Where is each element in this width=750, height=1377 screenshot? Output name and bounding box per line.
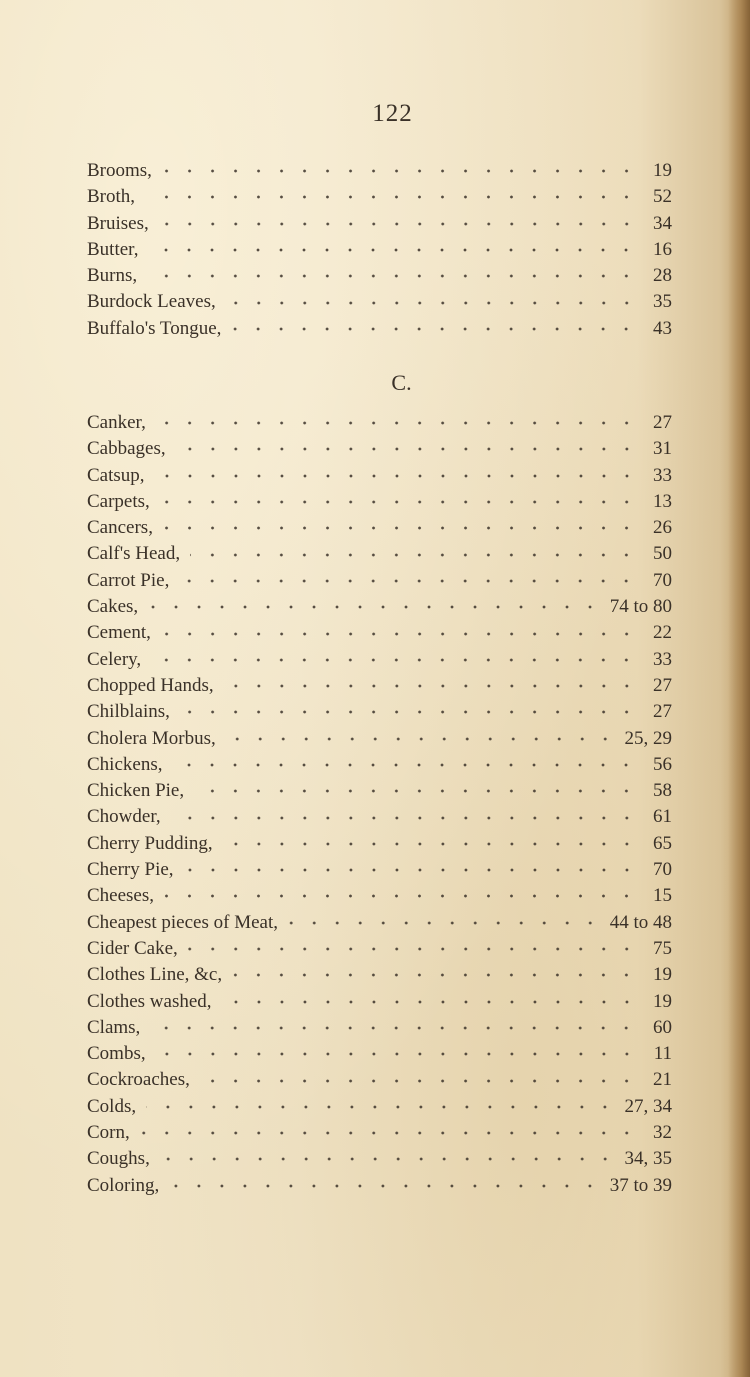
dot-leader xyxy=(200,1078,638,1084)
index-term: Cider Cake, xyxy=(87,937,178,959)
index-term: Cheeses, xyxy=(87,885,155,907)
page-edge-shadow xyxy=(728,0,750,1377)
dot-leader xyxy=(162,168,638,174)
page-reference: 19 xyxy=(653,990,672,1012)
index-term: Clothes washed, xyxy=(87,990,212,1012)
index-entry xyxy=(87,804,672,830)
index-term: Cockroaches, xyxy=(87,1069,190,1091)
index-term: Brooms, xyxy=(87,160,152,181)
dot-leader xyxy=(148,604,602,610)
index-term: Bruises, xyxy=(87,212,149,234)
dot-leader xyxy=(190,552,638,558)
index-term: Carrot Pie, xyxy=(87,569,170,591)
page-reference: 33 xyxy=(653,464,672,486)
index-term: Clams, xyxy=(87,1016,141,1038)
index-entry xyxy=(87,410,672,436)
page-reference: 13 xyxy=(653,490,672,512)
index-term: Chickens, xyxy=(87,753,163,775)
index-entry xyxy=(87,673,672,699)
dot-leader xyxy=(222,999,638,1005)
index-entry xyxy=(87,541,672,567)
index-entry xyxy=(87,184,672,210)
index-term: Coughs, xyxy=(87,1148,150,1170)
page-reference: 50 xyxy=(653,543,672,565)
page-reference: 31 xyxy=(653,438,672,460)
index-term: Cabbages, xyxy=(87,438,166,460)
index-entry xyxy=(87,237,672,263)
page-reference: 22 xyxy=(653,622,672,644)
index-term: Broth, xyxy=(87,186,136,208)
index-term: Chopped Hands, xyxy=(87,674,214,696)
index-term: Buffalo's Tongue, xyxy=(87,317,222,339)
page-reference: 25, 29 xyxy=(624,727,672,749)
page-reference: 19 xyxy=(653,160,672,181)
page-reference: 65 xyxy=(653,832,672,854)
page-reference: 74 to 80 xyxy=(609,596,672,618)
dot-leader xyxy=(151,657,638,663)
index-entry xyxy=(87,289,672,315)
dot-leader xyxy=(160,1156,617,1162)
index-entry xyxy=(87,263,672,289)
dot-leader xyxy=(232,972,638,978)
index-entry xyxy=(87,436,672,462)
page-reference: 60 xyxy=(653,1016,672,1038)
index-entry xyxy=(87,752,672,778)
index-term: Carpets, xyxy=(87,490,150,512)
index-term: Chicken Pie, xyxy=(87,780,185,802)
dot-leader xyxy=(169,1183,601,1189)
page-reference: 70 xyxy=(653,859,672,881)
dot-leader xyxy=(140,1130,638,1136)
index-term: Burdock Leaves, xyxy=(87,291,216,313)
page-reference: 34, 35 xyxy=(624,1148,672,1170)
dot-leader xyxy=(188,946,638,952)
page-reference: 16 xyxy=(653,238,672,260)
index-entry xyxy=(87,211,672,237)
index-entry xyxy=(87,1067,672,1093)
page-reference: 56 xyxy=(653,753,672,775)
index-entry xyxy=(87,989,672,1015)
index-entry xyxy=(87,620,672,646)
index-entry xyxy=(87,647,672,673)
index-term: Chilblains, xyxy=(87,701,170,723)
index-term: Corn, xyxy=(87,1122,130,1144)
page-reference: 15 xyxy=(653,885,672,907)
page-reference: 58 xyxy=(653,780,672,802)
dot-leader xyxy=(164,893,638,899)
index-term: Butter, xyxy=(87,238,139,260)
index-section-c xyxy=(87,368,672,1199)
index-term: Calf's Head, xyxy=(87,543,181,565)
index-term: Chowder, xyxy=(87,806,161,828)
index-entry xyxy=(87,831,672,857)
page-reference: 61 xyxy=(653,806,672,828)
dot-leader xyxy=(159,221,638,227)
dot-leader xyxy=(150,1025,638,1031)
index-entry-list xyxy=(87,410,672,1199)
index-entry xyxy=(87,316,672,342)
index-entry xyxy=(87,857,672,883)
index-term: Cherry Pie, xyxy=(87,859,174,881)
dot-leader xyxy=(171,815,638,821)
dot-leader xyxy=(223,841,638,847)
index-term: Canker, xyxy=(87,412,146,433)
page-reference: 70 xyxy=(653,569,672,591)
index-entry xyxy=(87,910,672,936)
index-entry xyxy=(87,726,672,752)
index-term: Cholera Morbus, xyxy=(87,727,216,749)
index-term: Cancers, xyxy=(87,517,153,539)
dot-leader xyxy=(147,273,638,279)
index-term: Cheapest pieces of Meat, xyxy=(87,911,278,933)
index-entry xyxy=(87,463,672,489)
dot-leader xyxy=(224,683,638,689)
dot-leader xyxy=(160,499,638,505)
page-reference: 44 to 48 xyxy=(609,911,672,933)
dot-leader xyxy=(156,1051,638,1057)
dot-leader xyxy=(194,788,638,794)
dot-leader xyxy=(148,247,638,253)
index-term: Burns, xyxy=(87,265,138,287)
page-reference: 34 xyxy=(653,212,672,234)
page-reference: 21 xyxy=(653,1069,672,1091)
dot-leader xyxy=(180,709,638,715)
dot-leader xyxy=(184,867,638,873)
page-reference: 27 xyxy=(653,674,672,696)
page-reference: 27 xyxy=(653,701,672,723)
index-term: Clothes Line, &c, xyxy=(87,964,223,986)
index-entry-list xyxy=(87,158,672,342)
index-term: Combs, xyxy=(87,1043,146,1065)
dot-leader xyxy=(156,420,638,426)
index-entry xyxy=(87,1041,672,1067)
index-entry xyxy=(87,515,672,541)
dot-leader xyxy=(145,194,638,200)
page-reference: 27, 34 xyxy=(624,1095,672,1117)
dot-leader xyxy=(146,1104,616,1110)
index-entry xyxy=(87,1094,672,1120)
index-section-b xyxy=(87,158,672,342)
page-reference: 19 xyxy=(653,964,672,986)
index-entry xyxy=(87,962,672,988)
page-reference: 43 xyxy=(653,317,672,339)
dot-leader xyxy=(288,920,602,926)
index-term: Cement, xyxy=(87,622,151,644)
index-term: Coloring, xyxy=(87,1174,160,1196)
index-entry xyxy=(87,699,672,725)
page-reference: 75 xyxy=(653,937,672,959)
dot-leader xyxy=(176,446,638,452)
dot-leader xyxy=(231,326,638,332)
index-entry xyxy=(87,1015,672,1041)
index-entry xyxy=(87,1120,672,1146)
index-entry xyxy=(87,1146,672,1172)
dot-leader xyxy=(226,300,638,306)
index-term: Colds, xyxy=(87,1095,137,1117)
index-term: Celery, xyxy=(87,648,142,670)
index-term: Cakes, xyxy=(87,596,139,618)
dot-leader xyxy=(155,473,638,479)
index-term: Cherry Pudding, xyxy=(87,832,213,854)
index-entry xyxy=(87,158,672,184)
page-number: 122 xyxy=(372,100,413,127)
index-entry xyxy=(87,594,672,620)
index-term: Catsup, xyxy=(87,464,145,486)
page-reference: 32 xyxy=(653,1122,672,1144)
section-letter: C. xyxy=(391,370,412,395)
page-reference: 33 xyxy=(653,648,672,670)
dot-leader xyxy=(226,736,617,742)
page-reference: 11 xyxy=(653,1043,672,1065)
dot-leader xyxy=(161,631,638,637)
index-entry xyxy=(87,936,672,962)
page-reference: 52 xyxy=(653,186,672,208)
dot-leader xyxy=(163,525,638,531)
page-reference: 35 xyxy=(653,291,672,313)
index-entry xyxy=(87,883,672,909)
dot-leader xyxy=(179,578,638,584)
index-entry xyxy=(87,489,672,515)
page-reference: 26 xyxy=(653,517,672,539)
index-entry xyxy=(87,778,672,804)
index-entry xyxy=(87,568,672,594)
index-entry xyxy=(87,1173,672,1199)
page-reference: 37 to 39 xyxy=(609,1174,672,1196)
page-reference: 28 xyxy=(653,265,672,287)
page-reference: 27 xyxy=(653,412,672,433)
dot-leader xyxy=(172,762,638,768)
